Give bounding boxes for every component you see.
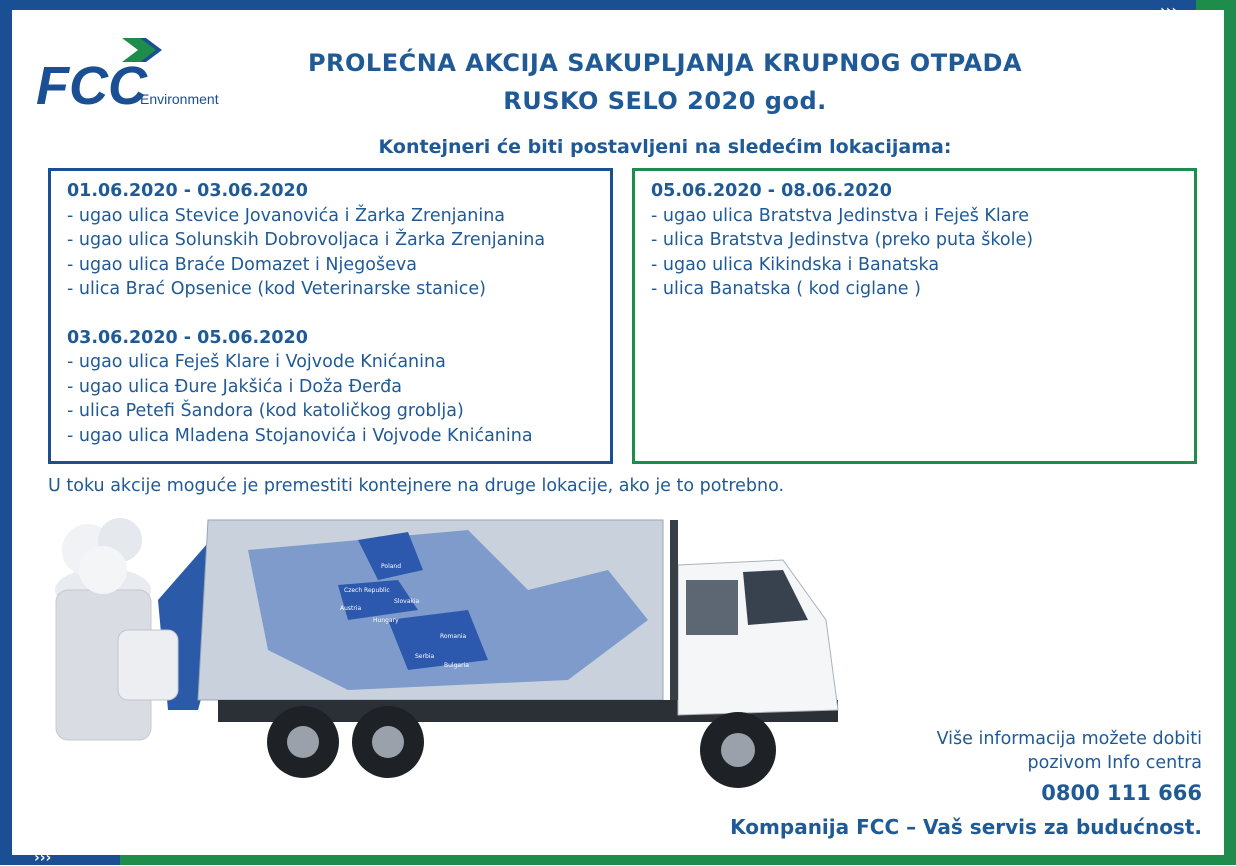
- map-label: Serbia: [415, 653, 435, 660]
- location-item: - ugao ulica Stevice Jovanovića i Žarka Zrenjanina: [67, 205, 506, 226]
- frame-bottom-blue: [0, 855, 120, 865]
- logo-brand: FCC: [36, 56, 147, 116]
- location-item: - ugao ulica Feješ Klare i Vojvode Knićanina: [67, 352, 446, 372]
- date-range: 03.06.2020 - 05.06.2020: [67, 327, 308, 348]
- location-item: - ugao ulica Bratstva Jedinstva i Feješ Klare: [651, 205, 1030, 226]
- locations-box-left: [48, 168, 613, 464]
- map-label: Romania: [440, 633, 467, 640]
- garbage-truck-image: [48, 510, 848, 830]
- location-item: - ulica Banatska ( kod ciglane ): [651, 279, 921, 299]
- frame-top: [0, 0, 1236, 10]
- note-text: U toku akcije moguće je premestiti kontejnere na druge lokacije, ako je to potrebno.: [48, 476, 785, 496]
- location-item: - ugao ulica Kikindska i Banatska: [651, 254, 940, 275]
- page-subtitle: Kontejneri će biti postavljeni na sledećim lokacijama:: [378, 136, 952, 158]
- location-item: - ugao ulica Đure Jakšića i Doža Đerđa: [67, 376, 402, 397]
- page-title-line2: RUSKO SELO 2020 god.: [503, 87, 827, 115]
- frame-left: [0, 0, 12, 865]
- page-title: PROLEĆNA AKCIJA SAKUPLJANJA KRUPNOG OTPADA: [307, 49, 1023, 77]
- chevron-right-icon: ›››: [1160, 3, 1178, 19]
- map-label: Bulgaria: [444, 662, 469, 669]
- info-text: [937, 727, 1202, 775]
- info-line: pozivom Info centra: [1027, 753, 1202, 773]
- location-item: - ulica Petefi Šandora (kod katoličkog groblja): [67, 401, 464, 421]
- locations-box-right: [632, 168, 1197, 464]
- logo-subtitle: Environment: [140, 91, 219, 107]
- map-label: Czech Republic: [344, 587, 390, 594]
- map-label: Austria: [340, 605, 362, 612]
- location-item: - ulica Brać Opsenice (kod Veterinarske stanice): [67, 279, 487, 299]
- frame-bottom: [0, 855, 1236, 865]
- location-item: - ugao ulica Solunskih Dobrovoljaca i Žarka Zrenjanina: [67, 230, 546, 250]
- chevron-right-icon: ›››: [34, 850, 52, 866]
- map-label: Poland: [381, 563, 402, 570]
- date-range: 01.06.2020 - 03.06.2020: [67, 181, 308, 201]
- frame-right: [1224, 0, 1236, 865]
- map-label: Slovakia: [394, 598, 420, 605]
- info-line: Više informacija možete dobiti: [936, 729, 1202, 749]
- location-item: - ugao ulica Braće Domazet i Njegoševa: [67, 254, 417, 275]
- date-range: 05.06.2020 - 08.06.2020: [651, 181, 892, 201]
- location-item: - ugao ulica Mladena Stojanovića i Vojvode Knićanina: [67, 425, 533, 446]
- location-item: - ulica Bratstva Jedinstva (preko puta škole): [651, 230, 1034, 250]
- slogan: Kompanija FCC – Vaš servis za budućnost.: [730, 815, 1202, 839]
- phone-number[interactable]: 0800 111 666: [1041, 781, 1202, 805]
- map-label: Hungary: [373, 617, 399, 624]
